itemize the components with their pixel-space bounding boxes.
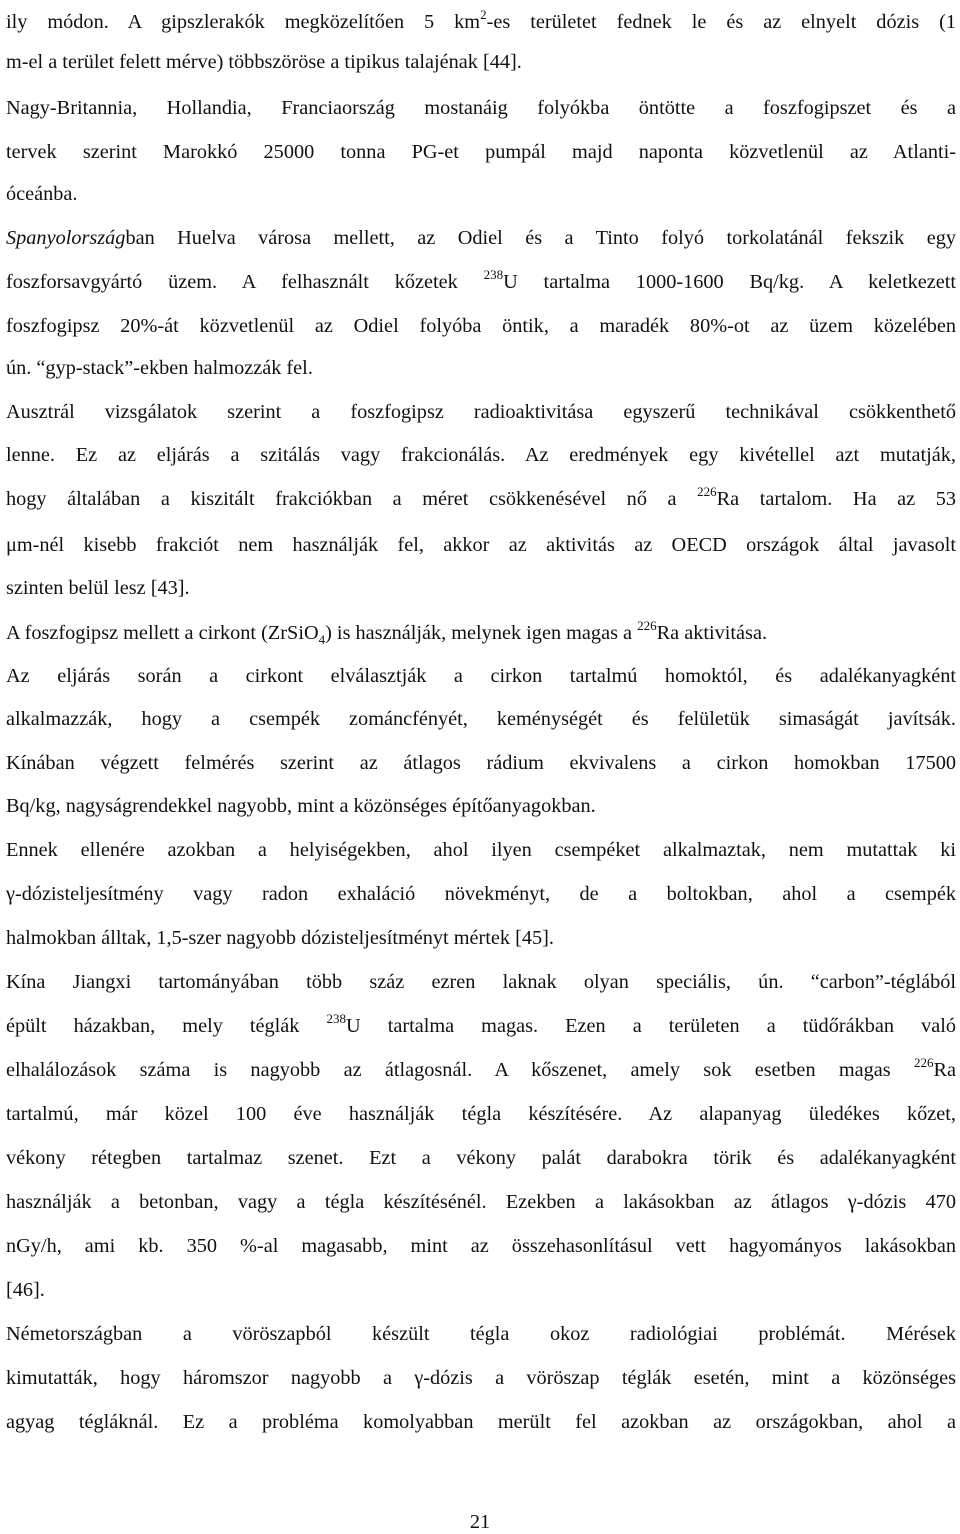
text-span: vékony rétegben tartalmaz szenet. Ezt a vékony palát darabokra törik és adalékanyagként <box>6 1147 956 1169</box>
text-span: Bq/kg, nagyságrendekkel nagyobb, mint a közönséges építőanyagokban. <box>6 795 596 817</box>
text-span: -es területet fednek le és az elnyelt dózis (1 <box>486 11 956 33</box>
text-span: hogy általában a kiszitált frakciókban a méret csökkenésével nő a <box>6 488 698 510</box>
text-span: alkalmazzák, hogy a csempék zománcfényét, keménységét és felületük simaságát javítsák. <box>6 708 956 730</box>
text-span: tervek szerint Marokkó 25000 tonna PG-et pumpál majd naponta közvetlenül az Atlanti- <box>6 141 956 163</box>
text-span: Ausztrál vizsgálatok szerint a foszfogipsz radioaktivitása egyszerű technikával csökkenthető <box>6 401 956 423</box>
text-span: agyag tégláknál. Ez a probléma komolyabban merült fel azokban az országokban, ahol a <box>6 1411 956 1433</box>
superscript: 226 <box>913 1055 934 1070</box>
text-line <box>6 794 956 818</box>
text-line <box>6 1102 956 1126</box>
text-span: tartalmú, már közel 100 éve használják tégla készítésére. Az alapanyag üledékes kőzet, <box>6 1103 956 1125</box>
text-line <box>6 882 956 906</box>
text-line <box>6 400 956 424</box>
text-line <box>6 356 956 380</box>
text-line <box>6 970 956 994</box>
superscript: 226 <box>697 484 717 499</box>
text-span: Ennek ellenére azokban a helyiségekben, ahol ilyen csempéket alkalmaztak, nem mutattak ki <box>6 839 956 861</box>
text-span: épült házakban, mely téglák <box>6 1015 327 1037</box>
text-span: Kínában végzett felmérés szerint az átlagos rádium ekvivalens a cirkon homokban 17500 <box>6 752 956 774</box>
text-line <box>6 1410 956 1434</box>
superscript: 238 <box>326 1011 346 1026</box>
text-line <box>6 1190 956 1214</box>
text-line <box>6 1278 956 1302</box>
text-line <box>6 576 956 600</box>
text-line <box>6 1322 956 1346</box>
text-span: ily módon. A gipszlerakók megközelítően 5 km <box>6 11 481 33</box>
text-span: U tartalma 1000-1600 Bq/kg. A keletkezett <box>503 271 956 293</box>
text-span: ban Huelva városa mellett, az Odiel és a Tinto folyó torkolatánál fekszik egy <box>125 227 956 249</box>
text-line <box>6 618 956 652</box>
text-span: foszforsavgyártó üzem. A felhasznált kőzetek <box>6 271 484 293</box>
text-line <box>6 1055 956 1084</box>
text-span: lenne. Ez az eljárás a szitálás vagy frakcionálás. Az eredmények egy kivétellel azt mutatják, <box>6 444 956 466</box>
subscript: 4 <box>318 632 326 648</box>
text-line <box>6 267 956 296</box>
text-line <box>6 838 956 862</box>
text-line <box>6 226 956 250</box>
text-span: nGy/h, ami kb. 350 %-al magasabb, mint az összehasonlításul vett hagyományos lakásokban <box>6 1235 956 1257</box>
italic-span: Spanyolország <box>6 227 126 249</box>
text-span: óceánba. <box>6 183 78 205</box>
text-span: Ra tartalom. Ha az 53 <box>716 488 956 510</box>
text-line <box>6 751 956 775</box>
text-line <box>6 140 956 164</box>
text-span: ) is használják, melynek igen magas a <box>325 622 638 644</box>
text-line <box>6 443 956 467</box>
text-line <box>6 1146 956 1170</box>
text-line <box>6 50 956 74</box>
text-span: kimutatták, hogy háromszor nagyobb a γ-dózis a vöröszap téglák esetén, mint a közönséges <box>6 1367 956 1389</box>
superscript: 2 <box>480 7 487 22</box>
text-span: Ra <box>933 1059 956 1081</box>
text-line <box>6 707 956 731</box>
text-line <box>6 1366 956 1390</box>
text-span: A foszfogipsz mellett a cirkont (ZrSiO <box>6 622 319 644</box>
text-line <box>6 7 956 36</box>
text-span: használják a betonban, vagy a tégla készítésénél. Ezekben a lakásokban az átlagos γ-dózis 470 <box>6 1191 956 1213</box>
text-span: foszfogipsz 20%-át közvetlenül az Odiel folyóba öntik, a maradék 80%-ot az üzem közelében <box>6 315 956 337</box>
text-span: Az eljárás során a cirkont elválasztják a cirkon tartalmú homoktól, és adalékanyagként <box>6 665 956 687</box>
text-span: Nagy-Britannia, Hollandia, Franciaország mostanáig folyókba öntötte a foszfogipszet és a <box>6 97 956 119</box>
page-number: 21 <box>469 1511 491 1533</box>
text-span: m-el a terület felett mérve) többszöröse a tipikus talajénak [44]. <box>6 51 522 73</box>
text-line <box>6 533 956 557</box>
text-span: halmokban álltak, 1,5-szer nagyobb dózisteljesítményt mértek [45]. <box>6 927 554 949</box>
superscript: 226 <box>637 618 657 633</box>
text-line <box>6 96 956 120</box>
text-line <box>6 1011 956 1040</box>
text-span: szinten belül lesz [43]. <box>6 577 190 599</box>
text-line <box>6 664 956 688</box>
text-span: μm-nél kisebb frakciót nem használják fel, akkor az aktivitás az OECD országok által javasolt <box>6 534 956 556</box>
text-line <box>6 1234 956 1258</box>
text-span: elhalálozások száma is nagyobb az átlagosnál. A kőszenet, amely sok esetben magas <box>6 1059 914 1081</box>
text-span: U tartalma magas. Ezen a területen a tüdőrákban való <box>346 1015 956 1037</box>
text-line <box>6 926 956 950</box>
text-span: Németországban a vöröszapból készült tégla okoz radiológiai problémát. Mérések <box>6 1323 956 1345</box>
text-span: Ra aktivitása. <box>656 622 768 644</box>
text-span: Kína Jiangxi tartományában több száz ezren laknak olyan speciális, ún. “carbon”-téglából <box>6 971 956 993</box>
text-line <box>6 484 956 513</box>
text-span: ún. “gyp-stack”-ekben halmozzák fel. <box>6 357 313 379</box>
text-span: [46]. <box>6 1279 45 1301</box>
text-line <box>6 182 956 206</box>
text-line <box>6 314 956 338</box>
text-span: γ-dózisteljesítmény vagy radon exhaláció növekményt, de a boltokban, ahol a csempék <box>6 883 956 905</box>
superscript: 238 <box>483 267 504 282</box>
